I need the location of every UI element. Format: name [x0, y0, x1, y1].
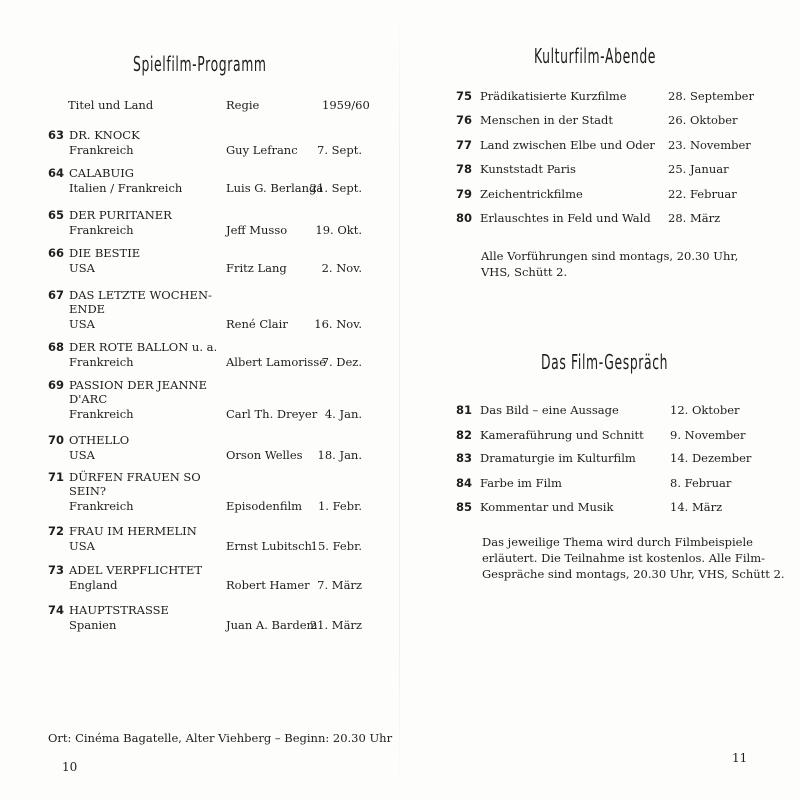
film-date: 1. Febr. — [317, 499, 362, 513]
filmgespraech-item-date: 14. März — [670, 500, 723, 514]
film-date: 16. Nov. — [314, 317, 362, 331]
film-director: Jeff Musso — [226, 223, 288, 237]
kulturfilm-item-number: 76 — [456, 113, 473, 127]
film-country: Italien / Frankreich — [69, 181, 183, 195]
kulturfilm-item-title: Prädikatisierte Kurzfilme — [480, 89, 627, 103]
kulturfilm-item-date: 22. Februar — [668, 187, 737, 201]
kulturfilm-note — [481, 248, 738, 280]
film-country: Frankreich — [69, 407, 134, 421]
kulturfilm-note-line: Alle Vorführungen sind montags, 20.30 Uhr, — [481, 249, 739, 263]
film-title-line: DER ROTE BALLON u. a. — [69, 340, 218, 354]
film-date: 21. Sept. — [309, 181, 362, 195]
film-date: 19. Okt. — [315, 223, 362, 237]
filmgespraech-item-title: Dramaturgie im Kulturfilm — [480, 451, 636, 465]
filmgespraech-item-date: 8. Februar — [670, 476, 732, 490]
film-title-line: DIE BESTIE — [69, 246, 141, 260]
film-title-line: HAUPTSTRASSE — [69, 603, 169, 617]
filmgespraech-item-number: 85 — [456, 500, 473, 514]
kulturfilm-item-date: 25. Januar — [668, 162, 729, 176]
film-date: 15. Febr. — [310, 539, 362, 553]
film-number: 72 — [48, 524, 65, 538]
film-number: 70 — [48, 433, 65, 447]
filmgespraech-item-number: 84 — [456, 476, 473, 490]
film-title-line: DÜRFEN FRAUEN SO — [69, 470, 201, 484]
film-country: USA — [69, 317, 95, 331]
right-page — [400, 0, 800, 800]
kulturfilm-item-title: Erlauschtes in Feld und Wald — [480, 211, 651, 225]
film-title-line: D'ARC — [69, 392, 108, 406]
page-number-left: 10 — [62, 760, 78, 774]
kulturfilm-item-number: 77 — [456, 138, 473, 152]
kulturfilm-item-number: 75 — [456, 89, 473, 103]
header-title-country: Titel und Land — [68, 98, 154, 112]
film-number: 64 — [48, 166, 65, 180]
film-director: Juan A. Bardem — [226, 618, 318, 632]
film-title-line: PASSION DER JEANNE — [69, 378, 207, 392]
film-title-line: DAS LETZTE WOCHEN- — [69, 288, 212, 302]
film-title-line: CALABUIG — [69, 166, 134, 180]
film-director: Luis G. Berlanga — [226, 181, 324, 195]
film-number: 67 — [48, 288, 65, 302]
filmgespraech-item-date: 12. Oktober — [670, 403, 740, 417]
kulturfilm-item-date: 28. März — [668, 211, 721, 225]
kulturfilm-item-number: 79 — [456, 187, 473, 201]
filmgespraech-note-line: Das jeweilige Thema wird durch Filmbeispiele — [482, 535, 753, 549]
filmgespraech-item-number: 83 — [456, 451, 473, 465]
film-country: USA — [69, 539, 95, 553]
kulturfilm-item-date: 26. Oktober — [668, 113, 738, 127]
film-number: 69 — [48, 378, 65, 392]
film-title-line: ENDE — [69, 302, 106, 316]
filmgespraech-note-line: erläutert. Die Teilnahme ist kostenlos. Alle Film- — [482, 551, 765, 565]
film-number: 66 — [48, 246, 65, 260]
filmgespraech-item-title: Farbe im Film — [480, 476, 562, 490]
film-director: Ernst Lubitsch — [226, 539, 312, 553]
film-title-line: DER PURITANER — [69, 208, 172, 222]
film-title-line: DR. KNOCK — [69, 128, 140, 142]
header-director: Regie — [226, 98, 260, 112]
kulturfilm-item-title: Zeichentrickfilme — [480, 187, 583, 201]
film-number: 63 — [48, 128, 65, 142]
film-director: Episodenfilm — [226, 499, 303, 513]
kulturfilm-item-date: 28. September — [668, 89, 754, 103]
page-number-right: 11 — [732, 751, 748, 765]
kulturfilm-note-line: VHS, Schütt 2. — [481, 265, 568, 279]
kulturfilm-heading: Kulturfilm-Abende — [534, 44, 657, 68]
film-number: 68 — [48, 340, 65, 354]
kulturfilm-item-title: Menschen in der Stadt — [480, 113, 614, 127]
filmgespraech-note-line: Gespräche sind montags, 20.30 Uhr, VHS, Schütt 2. — [482, 567, 785, 581]
film-country: Frankreich — [69, 143, 134, 157]
header-season: 1959/60 — [322, 98, 370, 112]
film-number: 74 — [48, 603, 65, 617]
kulturfilm-item-number: 80 — [456, 211, 473, 225]
kulturfilm-item-date: 23. November — [668, 138, 751, 152]
film-date: 21. März — [309, 618, 362, 632]
film-director: Guy Lefranc — [226, 143, 298, 157]
filmgespraech-item-title: Kameraführung und Schnitt — [480, 428, 644, 442]
film-title-line: SEIN? — [69, 484, 107, 498]
location-footer: Ort: Cinéma Bagatelle, Alter Viehberg – Beginn: 20.30 Uhr — [48, 731, 393, 745]
spielfilm-heading: Spielfilm-Programm — [133, 52, 267, 76]
film-country: USA — [69, 448, 95, 462]
kulturfilm-item-title: Land zwischen Elbe und Oder — [480, 138, 655, 152]
filmgespraech-item-number: 81 — [456, 403, 473, 417]
film-title-line: OTHELLO — [69, 433, 130, 447]
filmgespraech-item-title: Das Bild – eine Aussage — [480, 403, 619, 417]
film-date: 7. Sept. — [317, 143, 362, 157]
film-number: 71 — [48, 470, 65, 484]
film-date: 18. Jan. — [317, 448, 362, 462]
film-date: 2. Nov. — [321, 261, 362, 275]
filmgespraech-heading: Das Film-Gespräch — [541, 350, 669, 374]
film-country: Frankreich — [69, 499, 134, 513]
kulturfilm-item-number: 78 — [456, 162, 473, 176]
film-date: 7. März — [317, 578, 362, 592]
film-director: René Clair — [226, 317, 288, 331]
film-country: USA — [69, 261, 95, 275]
film-number: 65 — [48, 208, 65, 222]
filmgespraech-note — [482, 534, 785, 582]
film-title-line: ADEL VERPFLICHTET — [69, 563, 203, 577]
film-director: Albert Lamorisse — [226, 355, 327, 369]
film-country: England — [69, 578, 118, 592]
film-title-line: FRAU IM HERMELIN — [69, 524, 197, 538]
filmgespraech-item-title: Kommentar und Musik — [480, 500, 614, 514]
film-country: Frankreich — [69, 223, 134, 237]
film-date: 4. Jan. — [324, 407, 362, 421]
film-date: 7. Dez. — [321, 355, 362, 369]
film-director: Carl Th. Dreyer — [226, 407, 318, 421]
filmgespraech-item-number: 82 — [456, 428, 473, 442]
film-director: Robert Hamer — [226, 578, 310, 592]
film-number: 73 — [48, 563, 65, 577]
filmgespraech-item-date: 9. November — [670, 428, 746, 442]
film-director: Fritz Lang — [226, 261, 287, 275]
filmgespraech-item-date: 14. Dezember — [670, 451, 752, 465]
kulturfilm-item-title: Kunststadt Paris — [480, 162, 576, 176]
film-country: Spanien — [69, 618, 117, 632]
film-country: Frankreich — [69, 355, 134, 369]
film-director: Orson Welles — [226, 448, 303, 462]
